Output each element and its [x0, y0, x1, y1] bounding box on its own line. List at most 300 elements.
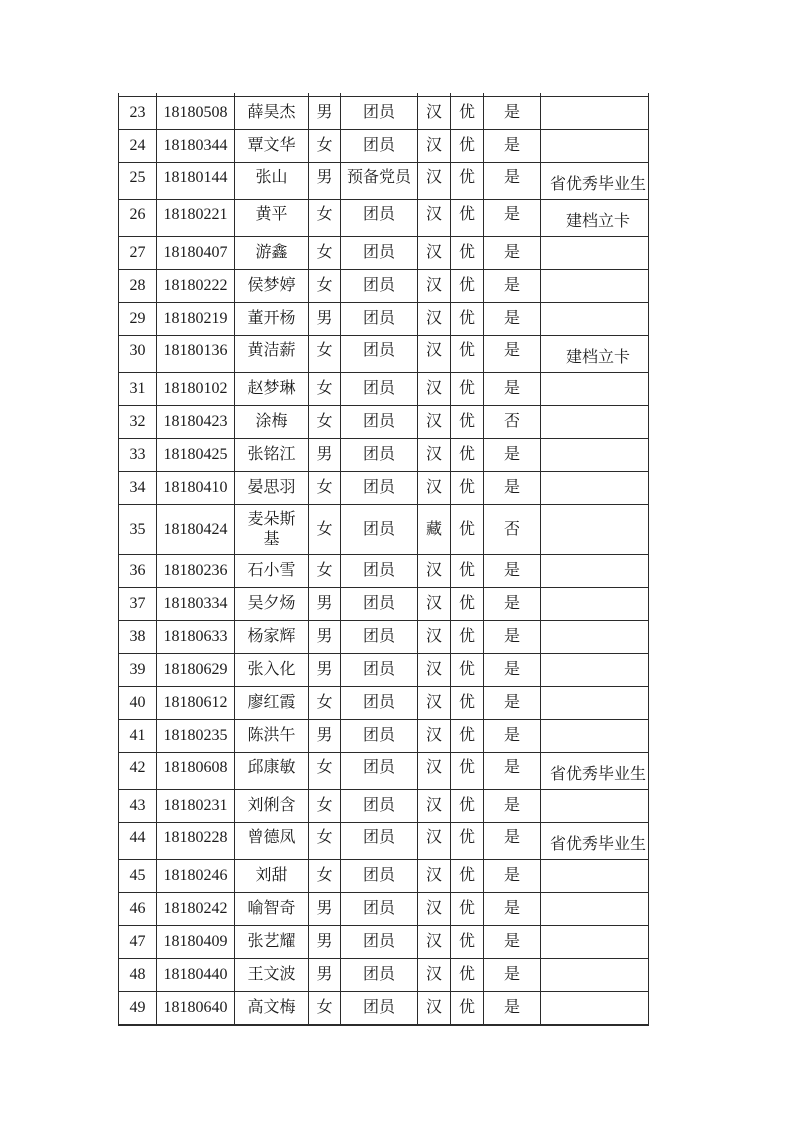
table-row — [119, 926, 649, 959]
cell-name — [235, 926, 309, 959]
cell-gender — [309, 753, 341, 790]
cell-political-status — [341, 336, 418, 373]
cell-text: 团员 — [362, 562, 395, 579]
cell-grade — [451, 97, 484, 130]
cell-text: 团员 — [362, 446, 395, 463]
cell-text: 30 — [129, 341, 146, 359]
cell-text: 男 — [316, 900, 333, 917]
cell-text: 汉 — [425, 828, 442, 846]
cell-student-id — [157, 959, 235, 992]
cell-ethnicity — [418, 406, 451, 439]
cell-ethnicity — [418, 860, 451, 893]
cell-text: 优 — [458, 727, 475, 744]
cell-political-status — [341, 654, 418, 687]
cell-text: 省优秀毕业生 — [549, 766, 646, 783]
cell-ethnicity — [418, 588, 451, 621]
cell-text: 是 — [503, 694, 520, 711]
cell-ethnicity — [418, 336, 451, 373]
cell-text: 40 — [129, 694, 146, 711]
cell-text: 覃文华 — [247, 137, 296, 154]
cell-ethnicity — [418, 237, 451, 270]
cell-gender — [309, 720, 341, 753]
cell-name — [235, 406, 309, 439]
cell-text: 汉 — [425, 168, 442, 186]
cell-ethnicity — [418, 959, 451, 992]
cell-remark — [541, 373, 649, 406]
cell-text: 刘甜 — [255, 867, 288, 884]
cell-text: 游鑫 — [255, 244, 288, 261]
cell-gender — [309, 959, 341, 992]
cell-text: 优 — [458, 966, 475, 983]
cell-text: 18180424 — [163, 520, 228, 538]
cell-text: 男 — [316, 310, 333, 327]
cell-text: 男 — [316, 966, 333, 983]
cell-political-status — [341, 720, 418, 753]
cell-text: 18180407 — [163, 244, 228, 261]
cell-text: 汉 — [425, 244, 442, 261]
cell-student-id — [157, 860, 235, 893]
cell-name — [235, 336, 309, 373]
cell-text: 是 — [503, 828, 520, 846]
cell-text: 是 — [503, 562, 520, 579]
cell-text: 24 — [129, 137, 146, 154]
cell-text: 汉 — [425, 797, 442, 814]
cell-grade — [451, 860, 484, 893]
cell-student-id — [157, 472, 235, 505]
cell-name — [235, 823, 309, 860]
table-row — [119, 336, 649, 373]
cell-text: 35 — [129, 520, 146, 538]
cell-name — [235, 163, 309, 200]
table-row — [119, 687, 649, 720]
cell-gender — [309, 163, 341, 200]
cell-grade — [451, 992, 484, 1025]
cell-political-status — [341, 687, 418, 720]
cell-text: 18180221 — [163, 205, 228, 223]
cell-text: 汉 — [425, 479, 442, 496]
cell-student-id — [157, 237, 235, 270]
cell-text: 18180425 — [163, 446, 228, 463]
cell-text: 是 — [503, 446, 520, 463]
cell-grade — [451, 237, 484, 270]
cell-text: 汉 — [425, 661, 442, 678]
cell-no — [119, 373, 157, 406]
table-row — [119, 406, 649, 439]
cell-text: 建档立卡 — [565, 349, 630, 366]
cell-no — [119, 687, 157, 720]
cell-grade — [451, 505, 484, 555]
cell-remark — [541, 621, 649, 654]
cell-political-status — [341, 200, 418, 237]
cell-text: 团员 — [362, 413, 395, 430]
cell-remark — [541, 860, 649, 893]
cell-text: 团员 — [362, 310, 395, 327]
cell-recommended — [484, 439, 541, 472]
cell-student-id — [157, 720, 235, 753]
cell-grade — [451, 926, 484, 959]
cell-text: 团员 — [362, 661, 395, 678]
cell-ethnicity — [418, 992, 451, 1025]
cell-text: 是 — [503, 380, 520, 397]
cell-ethnicity — [418, 200, 451, 237]
cell-student-id — [157, 753, 235, 790]
cell-grade — [451, 588, 484, 621]
cell-gender — [309, 860, 341, 893]
cell-political-status — [341, 163, 418, 200]
cell-remark — [541, 303, 649, 336]
cell-text: 47 — [129, 933, 146, 950]
cell-recommended — [484, 926, 541, 959]
cell-text: 男 — [316, 933, 333, 950]
cell-text: 汉 — [425, 380, 442, 397]
cell-text: 优 — [458, 998, 475, 1016]
cell-recommended — [484, 753, 541, 790]
cell-gender — [309, 654, 341, 687]
cell-text: 团员 — [362, 341, 395, 359]
cell-text: 优 — [458, 479, 475, 496]
cell-recommended — [484, 687, 541, 720]
cell-no — [119, 303, 157, 336]
cell-student-id — [157, 97, 235, 130]
cell-text: 团员 — [362, 933, 395, 950]
cell-ethnicity — [418, 893, 451, 926]
cell-text: 18180640 — [163, 998, 228, 1016]
cell-text: 预备党员 — [346, 168, 411, 186]
cell-text: 麦朵斯基 — [247, 510, 296, 548]
cell-text: 是 — [503, 479, 520, 496]
cell-political-status — [341, 505, 418, 555]
cell-text: 优 — [458, 828, 475, 846]
table-row — [119, 505, 649, 555]
cell-remark — [541, 823, 649, 860]
cell-text: 女 — [316, 562, 333, 579]
cell-text: 是 — [503, 966, 520, 983]
cell-text: 团员 — [362, 966, 395, 983]
cell-text: 42 — [129, 758, 146, 776]
cell-recommended — [484, 790, 541, 823]
table-row — [119, 860, 649, 893]
cell-text: 18180236 — [163, 562, 228, 579]
cell-text: 是 — [503, 933, 520, 950]
cell-text: 邱康敏 — [247, 758, 296, 776]
cell-text: 29 — [129, 310, 146, 327]
cell-ethnicity — [418, 753, 451, 790]
cell-remark — [541, 406, 649, 439]
cell-text: 省优秀毕业生 — [549, 836, 646, 853]
cell-no — [119, 654, 157, 687]
cell-text: 是 — [503, 998, 520, 1016]
cell-recommended — [484, 130, 541, 163]
cell-text: 是 — [503, 104, 520, 121]
cell-political-status — [341, 373, 418, 406]
cell-text: 女 — [316, 828, 333, 846]
cell-text: 是 — [503, 797, 520, 814]
cell-student-id — [157, 588, 235, 621]
cell-ethnicity — [418, 163, 451, 200]
cell-text: 是 — [503, 867, 520, 884]
cell-no — [119, 200, 157, 237]
cell-recommended — [484, 373, 541, 406]
cell-text: 优 — [458, 900, 475, 917]
cell-text: 吴夕炀 — [247, 595, 296, 612]
cell-text: 汉 — [425, 137, 442, 154]
cell-text: 团员 — [362, 479, 395, 496]
cell-text: 优 — [458, 562, 475, 579]
cell-text: 37 — [129, 595, 146, 612]
cell-student-id — [157, 621, 235, 654]
cell-name — [235, 860, 309, 893]
cell-student-id — [157, 270, 235, 303]
cell-recommended — [484, 237, 541, 270]
cell-text: 是 — [503, 727, 520, 744]
cell-text: 是 — [503, 661, 520, 678]
cell-text: 27 — [129, 244, 146, 261]
cell-political-status — [341, 823, 418, 860]
cell-ethnicity — [418, 720, 451, 753]
table-row — [119, 555, 649, 588]
cell-student-id — [157, 893, 235, 926]
cell-recommended — [484, 823, 541, 860]
cell-text: 18180231 — [163, 797, 228, 814]
table-row — [119, 130, 649, 163]
cell-text: 18180612 — [163, 694, 228, 711]
cell-text: 汉 — [425, 933, 442, 950]
cell-political-status — [341, 621, 418, 654]
cell-no — [119, 621, 157, 654]
cell-student-id — [157, 926, 235, 959]
table-row — [119, 163, 649, 200]
cell-text: 18180440 — [163, 966, 228, 983]
cell-gender — [309, 621, 341, 654]
cell-text: 女 — [316, 137, 333, 154]
cell-text: 18180102 — [163, 380, 228, 397]
cell-grade — [451, 472, 484, 505]
table-body — [119, 93, 649, 1025]
cell-text: 49 — [129, 998, 146, 1016]
cell-name — [235, 303, 309, 336]
cell-political-status — [341, 303, 418, 336]
cell-recommended — [484, 303, 541, 336]
cell-remark — [541, 893, 649, 926]
cell-text: 男 — [316, 661, 333, 678]
cell-no — [119, 505, 157, 555]
cell-student-id — [157, 373, 235, 406]
cell-text: 团员 — [362, 694, 395, 711]
cell-no — [119, 472, 157, 505]
cell-text: 藏 — [425, 520, 442, 538]
cell-text: 18180508 — [163, 104, 228, 121]
cell-text: 是 — [503, 595, 520, 612]
cell-text: 赵梦琳 — [247, 380, 296, 397]
table-row — [119, 373, 649, 406]
cell-remark — [541, 588, 649, 621]
cell-no — [119, 97, 157, 130]
cell-text: 男 — [316, 104, 333, 121]
cell-text: 是 — [503, 137, 520, 154]
cell-political-status — [341, 130, 418, 163]
cell-gender — [309, 893, 341, 926]
cell-ethnicity — [418, 439, 451, 472]
cell-text: 32 — [129, 413, 146, 430]
cell-ethnicity — [418, 823, 451, 860]
table-row — [119, 790, 649, 823]
cell-text: 汉 — [425, 413, 442, 430]
cell-gender — [309, 130, 341, 163]
cell-text: 女 — [316, 244, 333, 261]
cell-text: 女 — [316, 797, 333, 814]
cell-gender — [309, 926, 341, 959]
cell-recommended — [484, 959, 541, 992]
cell-no — [119, 555, 157, 588]
cell-text: 女 — [316, 341, 333, 359]
cell-political-status — [341, 472, 418, 505]
cell-name — [235, 439, 309, 472]
cell-text: 优 — [458, 446, 475, 463]
cell-student-id — [157, 439, 235, 472]
cell-text: 涂梅 — [255, 413, 288, 430]
cell-text: 高文梅 — [247, 998, 296, 1016]
cell-text: 优 — [458, 797, 475, 814]
cell-text: 团员 — [362, 628, 395, 645]
cell-text: 是 — [503, 341, 520, 359]
cell-ethnicity — [418, 97, 451, 130]
cell-text: 45 — [129, 867, 146, 884]
cell-gender — [309, 303, 341, 336]
cell-gender — [309, 790, 341, 823]
cell-recommended — [484, 336, 541, 373]
cell-text: 优 — [458, 310, 475, 327]
cell-text: 18180144 — [163, 168, 228, 186]
cell-gender — [309, 588, 341, 621]
cell-name — [235, 621, 309, 654]
cell-recommended — [484, 720, 541, 753]
cell-text: 团员 — [362, 520, 395, 538]
cell-text: 女 — [316, 998, 333, 1016]
cell-remark — [541, 926, 649, 959]
cell-grade — [451, 654, 484, 687]
cell-text: 优 — [458, 104, 475, 121]
cell-ethnicity — [418, 926, 451, 959]
cell-political-status — [341, 406, 418, 439]
cell-text: 石小雪 — [247, 562, 296, 579]
cell-text: 否 — [503, 413, 520, 430]
cell-text: 18180219 — [163, 310, 228, 327]
cell-text: 男 — [316, 595, 333, 612]
cell-gender — [309, 687, 341, 720]
cell-text: 杨家辉 — [247, 628, 296, 645]
cell-text: 张山 — [255, 168, 288, 186]
table-row — [119, 720, 649, 753]
cell-text: 18180344 — [163, 137, 228, 154]
cell-no — [119, 237, 157, 270]
cell-remark — [541, 505, 649, 555]
cell-text: 38 — [129, 628, 146, 645]
cell-remark — [541, 270, 649, 303]
cell-grade — [451, 753, 484, 790]
cell-gender — [309, 373, 341, 406]
cell-gender — [309, 555, 341, 588]
cell-remark — [541, 163, 649, 200]
cell-remark — [541, 130, 649, 163]
table-row — [119, 588, 649, 621]
cell-text: 优 — [458, 758, 475, 776]
cell-recommended — [484, 200, 541, 237]
cell-text: 董开杨 — [247, 310, 296, 327]
cell-text: 团员 — [362, 380, 395, 397]
cell-remark — [541, 200, 649, 237]
table-row — [119, 303, 649, 336]
cell-text: 28 — [129, 277, 146, 294]
cell-student-id — [157, 406, 235, 439]
cell-name — [235, 555, 309, 588]
cell-gender — [309, 237, 341, 270]
cell-name — [235, 97, 309, 130]
cell-text: 43 — [129, 797, 146, 814]
cell-text: 团员 — [362, 137, 395, 154]
cell-grade — [451, 621, 484, 654]
cell-text: 是 — [503, 900, 520, 917]
cell-gender — [309, 823, 341, 860]
cell-gender — [309, 992, 341, 1025]
cell-text: 女 — [316, 380, 333, 397]
cell-ethnicity — [418, 621, 451, 654]
cell-text: 18180629 — [163, 661, 228, 678]
cell-text: 汉 — [425, 900, 442, 917]
cell-text: 刘俐含 — [247, 797, 296, 814]
cell-no — [119, 406, 157, 439]
table-row — [119, 893, 649, 926]
cell-text: 优 — [458, 341, 475, 359]
cell-political-status — [341, 860, 418, 893]
cell-no — [119, 439, 157, 472]
cell-student-id — [157, 130, 235, 163]
cell-text: 汉 — [425, 694, 442, 711]
student-roster-table — [118, 93, 649, 1026]
cell-text: 汉 — [425, 310, 442, 327]
cell-text: 汉 — [425, 628, 442, 645]
cell-text: 18180409 — [163, 933, 228, 950]
cell-student-id — [157, 790, 235, 823]
cell-grade — [451, 959, 484, 992]
cell-name — [235, 200, 309, 237]
cell-no — [119, 163, 157, 200]
cell-political-status — [341, 588, 418, 621]
cell-recommended — [484, 270, 541, 303]
cell-political-status — [341, 439, 418, 472]
table-row — [119, 200, 649, 237]
cell-text: 团员 — [362, 595, 395, 612]
cell-grade — [451, 200, 484, 237]
cell-text: 王文波 — [247, 966, 296, 983]
table-row — [119, 621, 649, 654]
cell-political-status — [341, 790, 418, 823]
cell-ethnicity — [418, 373, 451, 406]
cell-grade — [451, 373, 484, 406]
cell-recommended — [484, 992, 541, 1025]
cell-student-id — [157, 687, 235, 720]
cell-recommended — [484, 621, 541, 654]
cell-remark — [541, 687, 649, 720]
cell-text: 女 — [316, 205, 333, 223]
cell-political-status — [341, 270, 418, 303]
cell-text: 女 — [316, 520, 333, 538]
cell-no — [119, 270, 157, 303]
cell-text: 张铭江 — [247, 446, 296, 463]
cell-text: 张入化 — [247, 661, 296, 678]
cell-no — [119, 959, 157, 992]
cell-text: 23 — [129, 104, 146, 121]
cell-text: 团员 — [362, 277, 395, 294]
